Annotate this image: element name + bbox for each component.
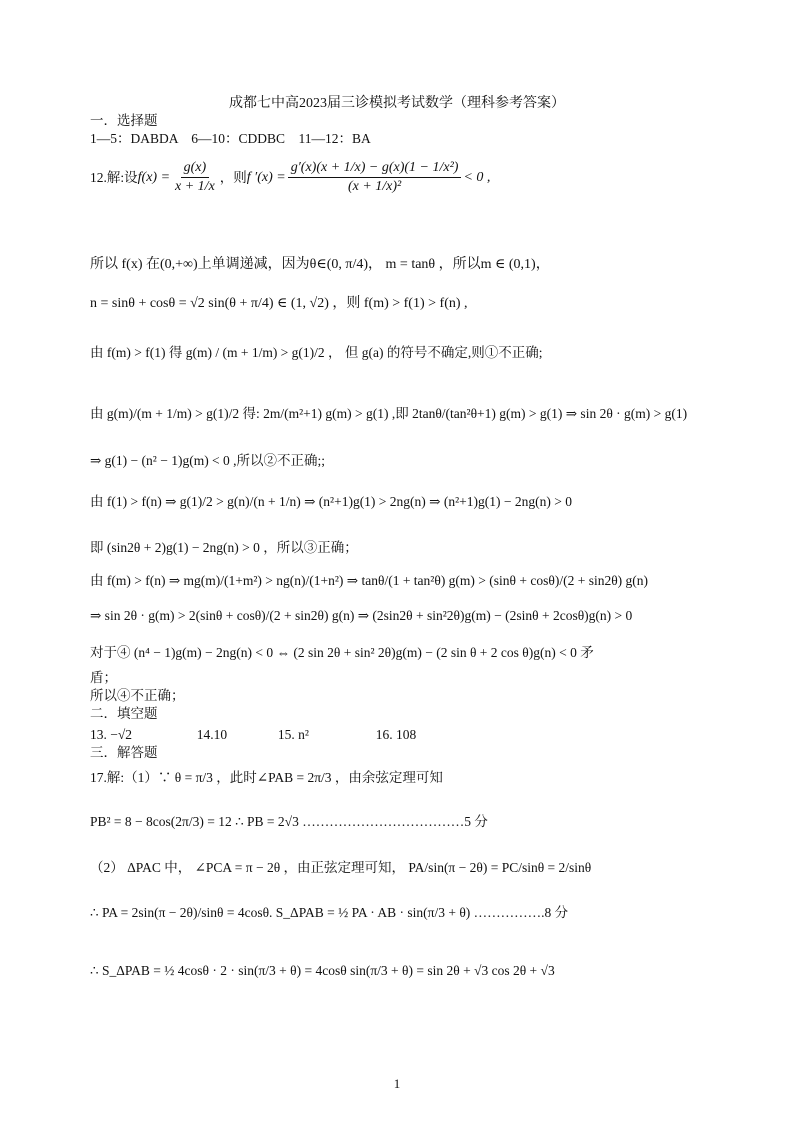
q12-line-7: 由 f(1) > f(n) ⇒ g(1)/2 > g(n)/(n + 1/n) ⇒ (n²+1)g(1) > 2ng(n) ⇒ (n²+1)g(1) − 2ng(n) > 0 <box>90 494 572 509</box>
q12-line-2: 所以 f(x) 在(0,+∞)上单调递减，因为θ∈(0, π/4)， m = tanθ ，所以m ∈ (0,1)， <box>90 257 550 272</box>
q17-line-4: ∴ PA = 2sin(π − 2θ)/sinθ = 4cosθ. S_ΔPAB = ½ PA · AB · sin(π/3 + θ) …………….8 分 <box>90 905 569 920</box>
q12-ineq: < 0 , <box>463 169 491 185</box>
q17-line-2: PB² = 8 − 8cos(2π/3) = 12 ∴ PB = 2√3 ………………………………5 分 <box>90 814 488 829</box>
q17-line-3: （2） ΔPAC 中， ∠PCA = π − 2θ ，由正弦定理可知， PA/sin(π − 2θ) = PC/sinθ = 2/sinθ <box>90 860 592 875</box>
answer-16: 16. 108 <box>375 727 417 742</box>
q12-line-4: 由 f(m) > f(1) 得 g(m) / (m + 1/m) > g(1)/2 ， 但 g(a) 的符号不确定,则①不正确; <box>90 345 543 360</box>
q12-line-13: 所以④不正确； <box>90 688 185 703</box>
answer-13: 13. −√2 <box>90 727 133 742</box>
q12-line-8: 即 (sin2θ + 2)g(1) − 2ng(n) > 0 ，所以③正确； <box>90 540 358 555</box>
q12-line-3: n = sinθ + cosθ = √2 sin(θ + π/4) ∈ (1, √2) ，则 f(m) > f(1) > f(n) , <box>90 296 468 311</box>
page-title: 成都七中高2023届三诊模拟考试数学（理科参考答案） <box>229 96 565 111</box>
q12-fpx-den: (x + 1/x)² <box>347 179 402 194</box>
q12-line-12: 盾； <box>90 670 117 685</box>
q12-line-6: ⇒ g(1) − (n² − 1)g(m) < 0 ,所以②不正确;; <box>90 453 326 468</box>
section-choice: 一．选择题 <box>90 113 158 128</box>
q12-line-9: 由 f(m) > f(n) ⇒ mg(m)/(1+m²) > ng(n)/(1+n²) ⇒ tanθ/(1 + tan²θ) g(m) > (sinθ + cosθ)/(2 + sin2θ) g(n) <box>90 573 649 588</box>
q12-label: 12.解:设 <box>90 169 138 185</box>
fill-answers <box>90 727 416 743</box>
section-fill: 二．填空题 <box>90 706 158 721</box>
q12-fpx-fraction <box>288 160 462 195</box>
answer-15: 15. n² <box>277 727 309 742</box>
q12-line-11: 对于④ (n⁴ − 1)g(m) − 2ng(n) < 0 ⇔ (2 sin 2θ + sin² 2θ)g(m) − (2 sin θ + 2 cos θ)g(n) < 0 矛 <box>90 645 594 660</box>
q12-fx-fraction <box>172 160 218 195</box>
q17-line-1: 17.解:（1）∵ θ = π/3 ，此时∠PAB = 2π/3 ，由余弦定理可知 <box>90 770 443 785</box>
q12-fpx-num: g′(x)(x + 1/x) − g(x)(1 − 1/x²) <box>288 160 462 178</box>
q12-fx: f(x) = <box>137 169 171 185</box>
q12-line-1 <box>90 160 490 195</box>
q17-line-5: ∴ S_ΔPAB = ½ 4cosθ · 2 · sin(π/3 + θ) = 4cosθ sin(π/3 + θ) = sin 2θ + √3 cos 2θ + √3 <box>90 963 555 978</box>
answer-14: 14.10 <box>196 727 228 742</box>
q12-line-10: ⇒ sin 2θ · g(m) > 2(sinθ + cosθ)/(2 + sin2θ) g(n) ⇒ (2sin2θ + sin²2θ)g(m) − (2sinθ + 2cosθ)g(n) > 0 <box>90 608 633 623</box>
page-number: 1 <box>393 1076 401 1091</box>
section-solve: 三．解答题 <box>90 745 158 760</box>
q12-fx-den: x + 1/x <box>175 179 215 194</box>
q12-then: ，则 <box>219 169 247 185</box>
q12-line-5: 由 g(m)/(m + 1/m) > g(1)/2 得: 2m/(m²+1) g(m) > g(1) ,即 2tanθ/(tan²θ+1) g(m) > g(1) ⇒ sin 2θ · g(m) > g(1) <box>90 406 688 421</box>
q12-fx-num: g(x) <box>181 160 210 178</box>
q12-fpx: f ′(x) = <box>246 169 286 185</box>
choice-answers: 1—5：DABDA 6—10：CDDBC 11—12：BA <box>90 131 371 146</box>
